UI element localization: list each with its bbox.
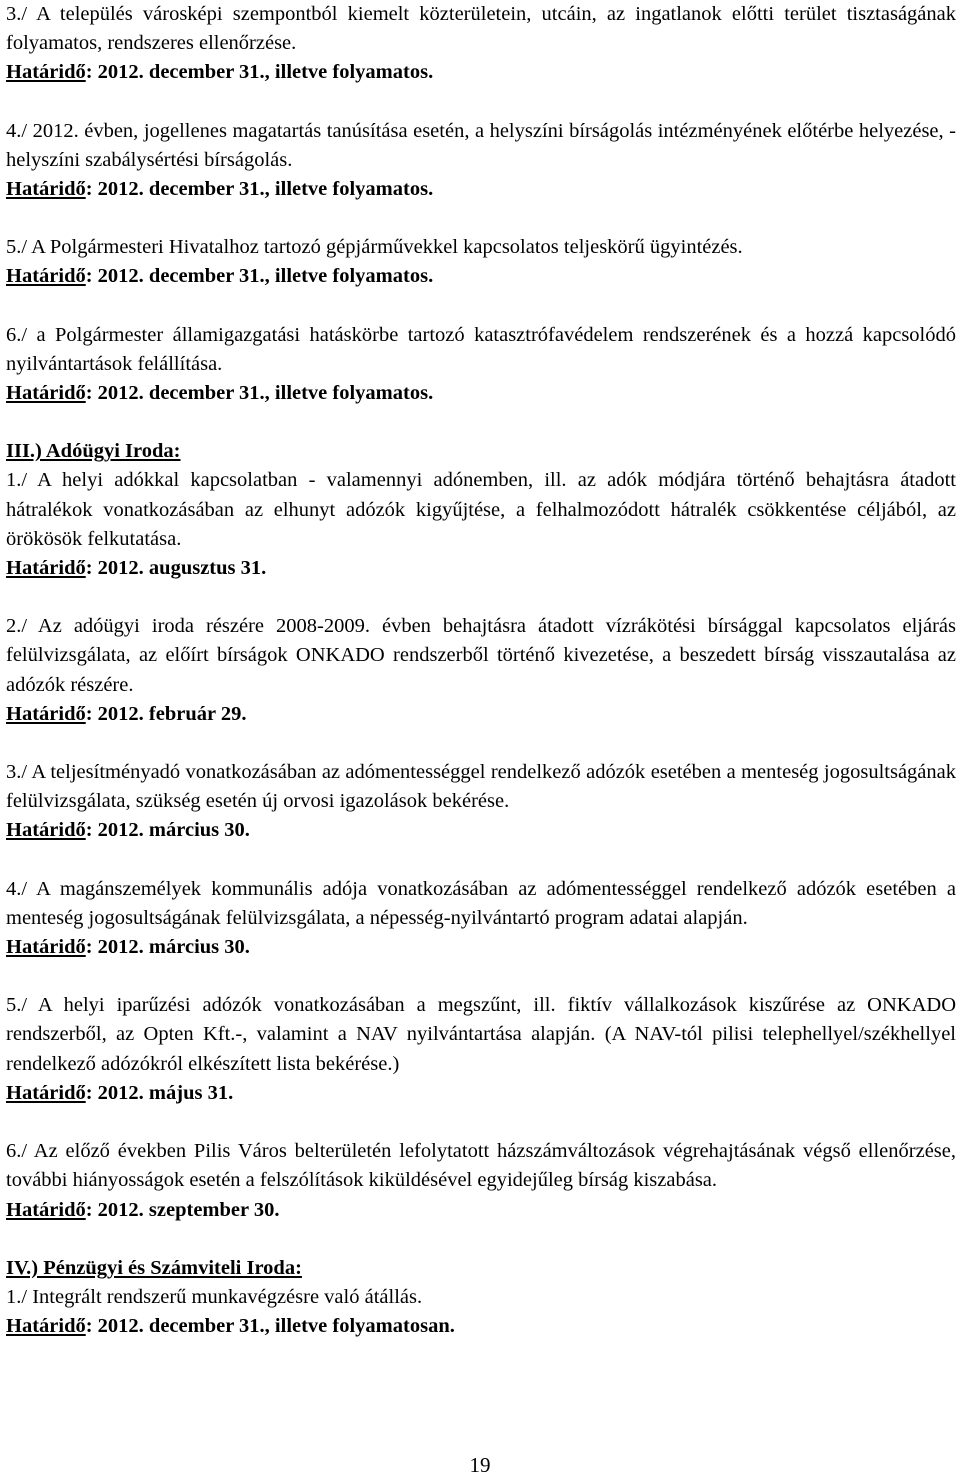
deadline-item-4 [6, 175, 956, 204]
spacer [6, 88, 956, 117]
deadline-value: : 2012. szeptember 30. [85, 1198, 280, 1221]
paragraph-s3-item-5: 5./ A helyi iparűzési adózók vonatkozásában a megszűnt, ill. fiktív vállalkozások kiszűrése az ONKADO rendszerből, az Opten Kft.-, valamint a NAV nyilvántartása alapján. (A NAV-tól pilisi telephellyel/székhellyel rendelkező adózókról elkészített lista bekérése.) [6, 994, 956, 1075]
paragraph-s3-item-1: 1./ A helyi adókkal kapcsolatban - valamennyi adónemben, ill. az adók módjára történő behajtásra átadott hátralékok vonatkozásában az elhunyt adózók kigyűjtése, a felhalmozódott hátralék csökkentése céljából, az örökösök felkutatása. [6, 469, 956, 550]
spacer [6, 1108, 956, 1137]
paragraph-item-4: 4./ 2012. évben, jogellenes magatartás tanúsítása esetén, a helyszíni bírságolás intézményének előtérbe helyezése, - helyszíni szabálysértési bírságolás. [6, 119, 956, 171]
deadline-s4-item-1 [6, 1312, 956, 1341]
paragraph-s3-item-6: 6./ Az előző években Pilis Város belterületén lefolytatott házszámváltozások végrehajtásának végső ellenőrzése, további hiányosságok esetén a felszólítások kiküldésével egyidejűleg bírság kiszabása. [6, 1140, 956, 1192]
deadline-value: : 2012. március 30. [85, 936, 250, 959]
document-page [6, 0, 956, 1480]
deadline-label: Határidő [6, 1315, 86, 1338]
spacer [6, 292, 956, 321]
deadline-label: Határidő [6, 61, 86, 84]
deadline-value: : 2012. augusztus 31. [85, 557, 267, 580]
deadline-s3-item-4 [6, 933, 956, 962]
deadline-s3-item-3 [6, 816, 956, 845]
deadline-label: Határidő [6, 702, 86, 725]
page-number: 19 [469, 1453, 491, 1477]
paragraph-s3-item-3: 3./ A teljesítményadó vonatkozásában az adómentességgel rendelkező adózók esetében a menteség jogosultságának felülvizsgálata, szükség esetén új orvosi igazolások bekérése. [6, 761, 956, 813]
deadline-value: : 2012. december 31., illetve folyamatosan. [85, 1315, 455, 1338]
paragraph-s3-item-4: 4./ A magánszemélyek kommunális adója vonatkozásában az adómentességgel rendelkező adózók esetében a menteség jogosultságának felülvizsgálata, a népesség-nyilvántartó program adatai alapján. [6, 877, 956, 929]
deadline-s3-item-5 [6, 1079, 956, 1108]
spacer [6, 962, 956, 991]
deadline-label: Határidő [6, 1198, 86, 1221]
deadline-item-6 [6, 379, 956, 408]
deadline-s3-item-1 [6, 554, 956, 583]
deadline-value: : 2012. március 30. [85, 819, 250, 842]
spacer [6, 1225, 956, 1254]
spacer [6, 204, 956, 233]
section-title-adougyi-iroda: III.) Adóügyi Iroda: [6, 440, 181, 463]
deadline-s3-item-2 [6, 700, 956, 729]
deadline-label: Határidő [6, 1081, 86, 1104]
deadline-label: Határidő [6, 557, 86, 580]
deadline-value: : 2012. december 31., illetve folyamatos. [85, 265, 434, 288]
section-title-penzugyi-es-szamviteli-iroda: IV.) Pénzügyi és Számviteli Iroda: [6, 1256, 302, 1279]
paragraph-s4-item-1: 1./ Integrált rendszerű munkavégzésre való átállás. [6, 1285, 423, 1308]
deadline-label: Határidő [6, 178, 86, 201]
deadline-item-3 [6, 58, 956, 87]
paragraph-s3-item-2: 2./ Az adóügyi iroda részére 2008-2009. évben behajtásra átadott vízrákötési bírsággal kapcsolatos eljárás felülvizsgálata, az előírt bírságok ONKADO rendszerből történő kivezetése, a beszedett bírság visszautalása az adózók részére. [6, 615, 956, 696]
deadline-value: : 2012. május 31. [85, 1081, 234, 1104]
deadline-value: : 2012. december 31., illetve folyamatos. [85, 61, 434, 84]
deadline-item-5 [6, 262, 956, 291]
spacer [6, 729, 956, 758]
deadline-s3-item-6 [6, 1196, 956, 1225]
deadline-value: : 2012. december 31., illetve folyamatos. [85, 382, 434, 405]
paragraph-item-6: 6./ a Polgármester államigazgatási hatáskörbe tartozó katasztrófavédelem rendszerének és a hozzá kapcsolódó nyilvántartások felállítása. [6, 323, 956, 375]
spacer [6, 408, 956, 437]
paragraph-item-5: 5./ A Polgármesteri Hivatalhoz tartozó gépjárművekkel kapcsolatos teljeskörű ügyintézés. [6, 236, 743, 259]
deadline-label: Határidő [6, 382, 86, 405]
deadline-label: Határidő [6, 819, 86, 842]
paragraph-item-3: 3./ A település városképi szempontból kiemelt közterületein, utcáin, az ingatlanok előtti terület tisztaságának folyamatos, rendszeres ellenőrzése. [6, 3, 956, 55]
deadline-value: : 2012. december 31., illetve folyamatos. [85, 178, 434, 201]
deadline-label: Határidő [6, 936, 86, 959]
spacer [6, 846, 956, 875]
spacer [6, 583, 956, 612]
deadline-label: Határidő [6, 265, 86, 288]
deadline-value: : 2012. február 29. [85, 702, 247, 725]
